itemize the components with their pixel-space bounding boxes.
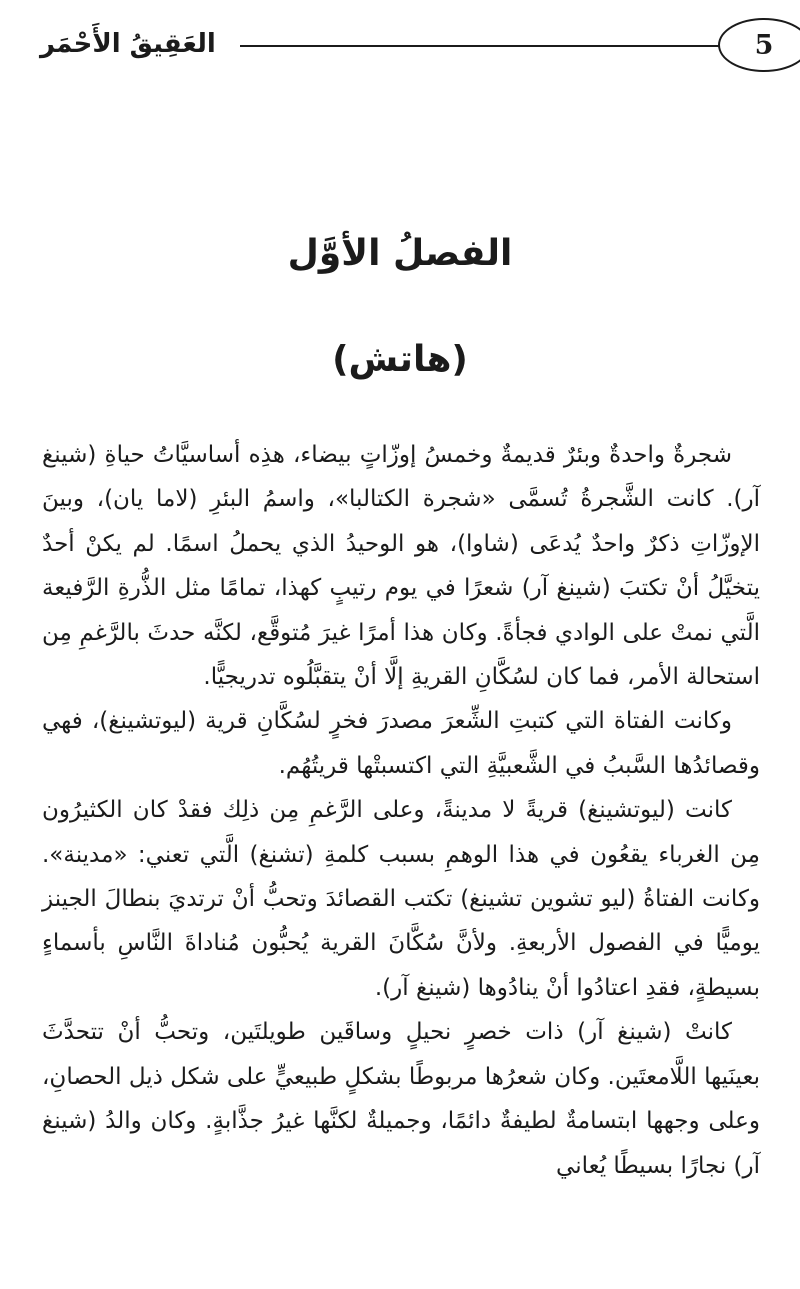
chapter-subtitle: (هاتش) — [332, 339, 468, 380]
paragraph-3: كانت (ليوتشينغ) قريةً لا مدينةً، وعلى الرَّغمِ مِن ذلِك فقدْ كان الكثيرُون مِن الغرباء يقعُون في هذا الوهمِ بسبب كلمةِ (تشنغ) الَّتي تعني: «مدينة». وكانت الفتاةُ (ليو تشوين تشينغ) تكتب القصائدَ وتحبُّ أنْ ترتديَ بنطالَ الجينز يوميًّا في الفصول الأربعةِ. ولأنَّ سُكَّانَ القرية يُحبُّون مُناداةَ النَّاسِ بأسماءٍ بسيطةٍ، فقدِ اعتادُوا أنْ ينادُوها (شينغ آر). — [42, 797, 760, 1001]
header-divider-line — [240, 45, 720, 47]
book-title: العَقِيقُ الأَحْمَر — [40, 29, 216, 59]
paragraph-4: كانتْ (شينغ آر) ذات خصرٍ نحيلٍ وساقَين طويلتَين، وتحبُّ أنْ تتحدَّثَ بعينَيها اللَّامعتَين. وكان شعرُها مربوطًا بشكلٍ طبيعيٍّ على شكل ذيل الحصانِ، وعلى وجهها ابتسامةٌ لطيفةٌ دائمًا، وجميلةٌ لكنَّها غيرُ جذَّابةٍ. وكان والدُ (شينغ آر) نجارًا بسيطًا يُعاني — [42, 1019, 760, 1179]
running-header — [40, 16, 774, 80]
body-text — [42, 433, 760, 1188]
page-number: 5 — [718, 18, 800, 72]
paragraph-2: وكانت الفتاة التي كتبتِ الشِّعرَ مصدرَ فخرٍ لسُكَّانِ قرية (ليوتشينغ)، فهي وقصائدُها السَّببُ في الشَّعبيَّةِ التي اكتسبتْها قريتُهُم. — [42, 708, 760, 779]
paragraph-1: شجرةٌ واحدةٌ وبئرٌ قديمةٌ وخمسُ إوزّاتٍ بيضاء، هذِه أساسيَّاتُ حياةِ (شينغ آر). كانت الشَّجرةُ تُسمَّى «شجرة الكتالبا»، واسمُ البئرِ (لاما يان)، وبينَ الإوزّاتِ ذكرٌ واحدٌ يُدعَى (شاوا)، هو الوحيدُ الذي يحملُ اسمًا. لم يكنْ أحدٌ يتخيَّلُ أنْ تكتبَ (شينغ آر) شعرًا في يوم رتيبٍ كهذا، تمامًا مثل الذُّرةِ الرَّفيعة الَّتي نمتْ على الوادي فجأةً. وكان هذا أمرًا غيرَ مُتوقَّع، لكنَّه حدثَ بالرَّغمِ مِن استحالة الأمر، فما كان لسُكَّانِ القريةِ إلَّا أنْ يتقبَّلُوه تدريجيًّا. — [42, 442, 760, 691]
chapter-heading: الفصلُ الأوَّل — [287, 233, 513, 274]
